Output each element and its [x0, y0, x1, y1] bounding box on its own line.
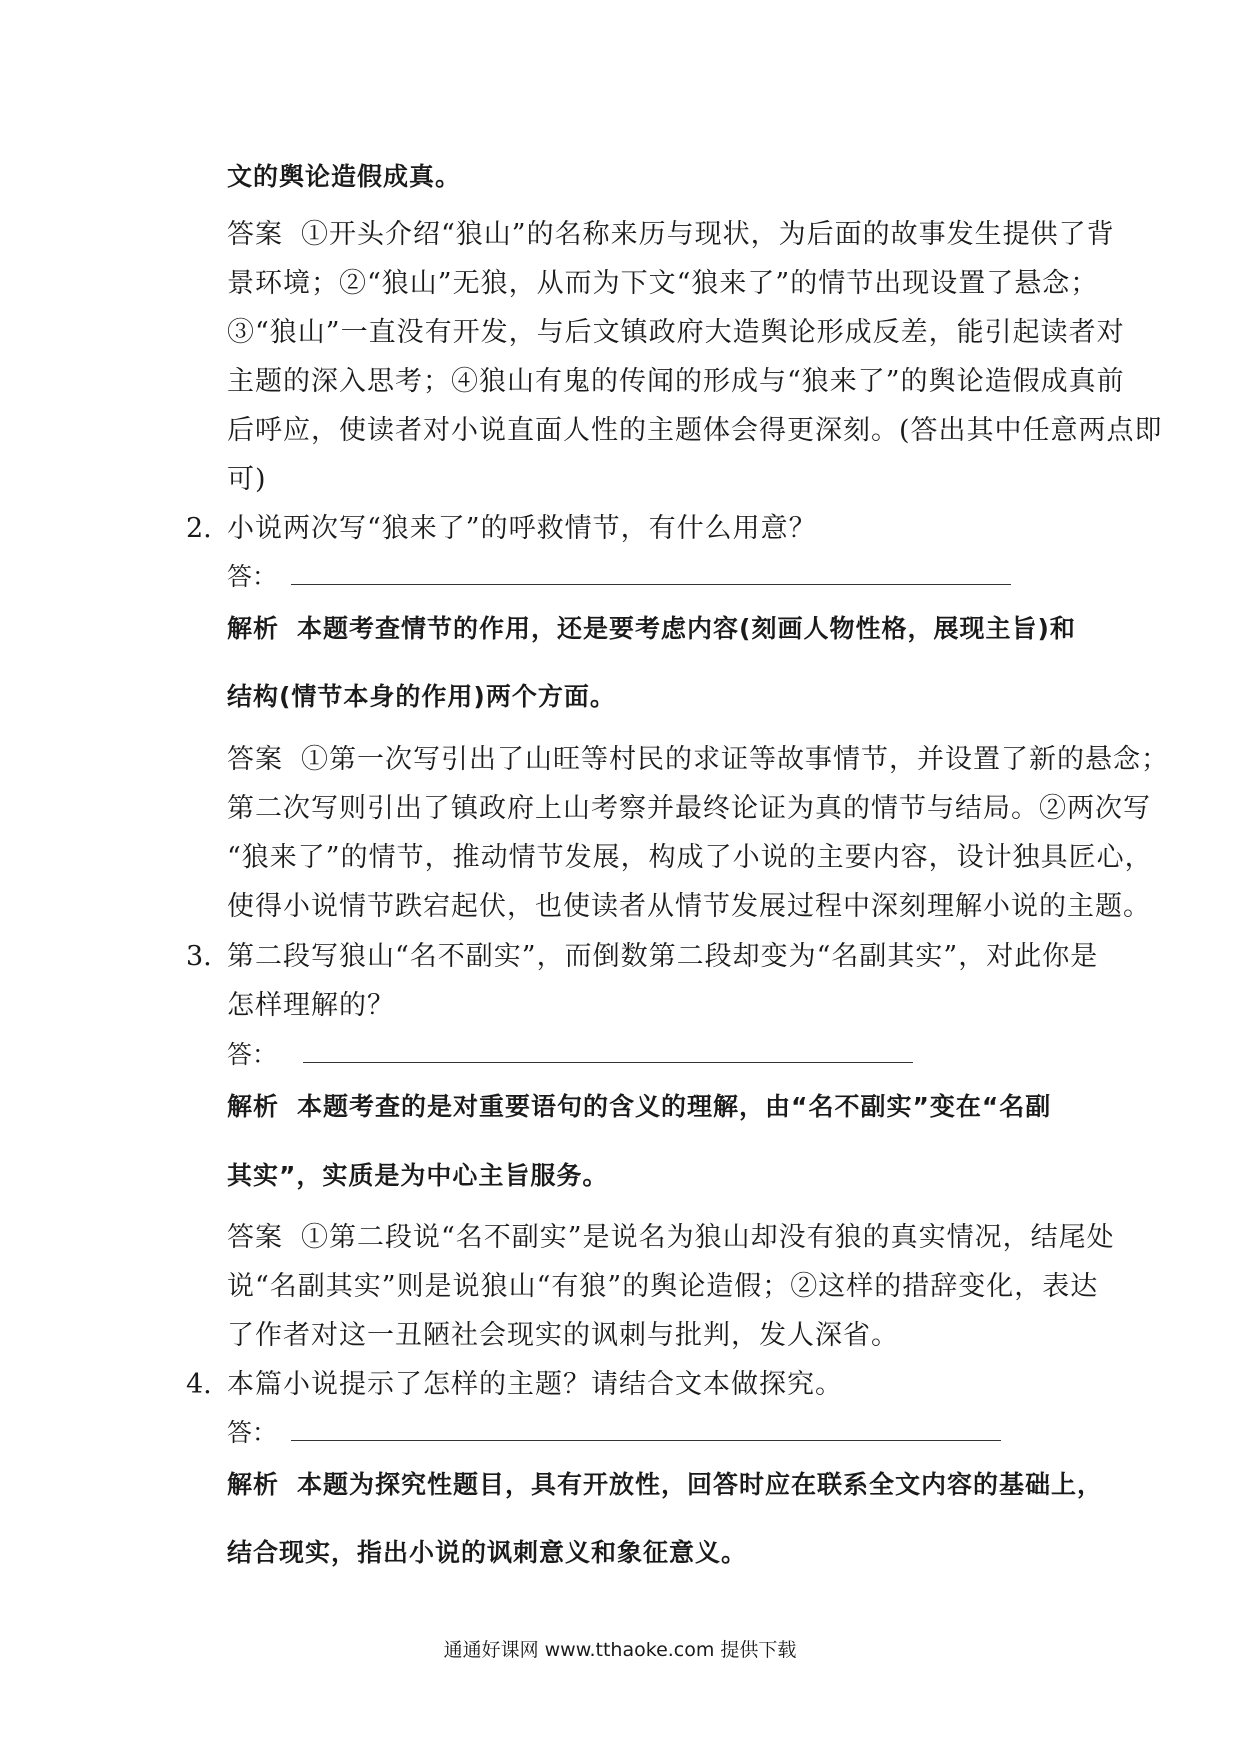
q4-analysis-line-2: 结合现实，指出小说的讽刺意义和象征意义。: [227, 1538, 748, 1567]
q2-number: 2.: [186, 513, 212, 544]
analysis-text: 本题考查情节的作用，还是要考虑内容(刻画人物性格，展现主旨)和: [297, 614, 1076, 643]
q3-question-line-1: 第二段写狼山“名不副实”，而倒数第二段却变为“名副其实”，对此你是: [227, 941, 1099, 972]
q2-question: 小说两次写“狼来了”的呼救情节，有什么用意？: [227, 513, 817, 544]
q3-answer-line-3: 了作者对这一丑陋社会现实的讽刺与批判，发人深省。: [227, 1320, 899, 1351]
q2-answer-line-3: “狼来了”的情节，推动情节发展，构成了小说的主要内容，设计独具匠心，: [227, 842, 1153, 873]
q2-answer-prompt-line: [227, 560, 1011, 594]
q4-answer-blank[interactable]: [291, 1418, 1001, 1441]
q4-number: 4.: [186, 1369, 212, 1400]
q4-analysis-line-1: [227, 1468, 1103, 1502]
q1-answer-line-1: [227, 218, 1115, 252]
answer-label: 答案: [227, 219, 283, 250]
analysis-label: 解析: [227, 1092, 280, 1121]
q3-question-line-2: 怎样理解的？: [227, 990, 395, 1021]
q2-analysis-line-2: 结构(情节本身的作用)两个方面。: [227, 682, 616, 711]
q1-answer-line-5: 后呼应，使读者对小说直面人性的主题体会得更深刻。(答出其中任意两点即: [227, 415, 1163, 446]
q3-answer-prompt-line: [227, 1038, 913, 1072]
page-footer: 通通好课网 www.tthaoke.com 提供下载: [443, 1639, 797, 1661]
analysis-text: 本题为探究性题目，具有开放性，回答时应在联系全文内容的基础上，: [297, 1470, 1104, 1499]
q2-answer-blank[interactable]: [291, 562, 1011, 585]
q2-answer-line-2: 第二次写则引出了镇政府上山考察并最终论证为真的情节与结局。②两次写: [227, 793, 1151, 824]
q2-analysis-line-1: [227, 612, 1076, 646]
answer-text: ①第一次写引出了山旺等村民的求证等故事情节，并设置了新的悬念；: [301, 744, 1169, 775]
q3-analysis-line-1: [227, 1090, 1051, 1124]
q1-analysis-tail: 文的舆论造假成真。: [227, 162, 462, 191]
answer-prompt: 答：: [227, 1418, 278, 1447]
q1-answer-line-6: 可): [227, 464, 267, 495]
q3-answer-line-2: 说“名副其实”则是说狼山“有狼”的舆论造假；②这样的措辞变化，表达: [227, 1271, 1099, 1302]
answer-text: ①开头介绍“狼山”的名称来历与现状，为后面的故事发生提供了背: [301, 219, 1115, 250]
analysis-label: 解析: [227, 614, 280, 643]
answer-text: ①第二段说“名不副实”是说名为狼山却没有狼的真实情况，结尾处: [301, 1222, 1115, 1253]
q1-answer-line-3: ③“狼山”一直没有开发，与后文镇政府大造舆论形成反差，能引起读者对: [227, 317, 1125, 348]
q2-answer-line-1: [227, 743, 1169, 777]
q3-number: 3.: [186, 941, 212, 972]
answer-label: 答案: [227, 744, 283, 775]
q1-answer-line-2: 景环境；②“狼山”无狼，从而为下文“狼来了”的情节出现设置了悬念；: [227, 268, 1099, 299]
answer-label: 答案: [227, 1222, 283, 1253]
q4-answer-prompt-line: [227, 1416, 1001, 1450]
q4-question: 本篇小说提示了怎样的主题？请结合文本做探究。: [227, 1369, 843, 1400]
q3-answer-blank[interactable]: [303, 1040, 913, 1063]
analysis-text: 本题考查的是对重要语句的含义的理解，由“名不副实”变在“名副: [297, 1092, 1052, 1121]
analysis-label: 解析: [227, 1470, 280, 1499]
q3-analysis-line-2: 其实”，实质是为中心主旨服务。: [227, 1161, 609, 1190]
q1-answer-line-4: 主题的深入思考；④狼山有鬼的传闻的形成与“狼来了”的舆论造假成真前: [227, 366, 1125, 397]
answer-prompt: 答：: [227, 562, 278, 591]
q2-answer-line-4: 使得小说情节跌宕起伏，也使读者从情节发展过程中深刻理解小说的主题。: [227, 891, 1151, 922]
answer-prompt: 答：: [227, 1040, 278, 1069]
q3-answer-line-1: [227, 1221, 1115, 1255]
